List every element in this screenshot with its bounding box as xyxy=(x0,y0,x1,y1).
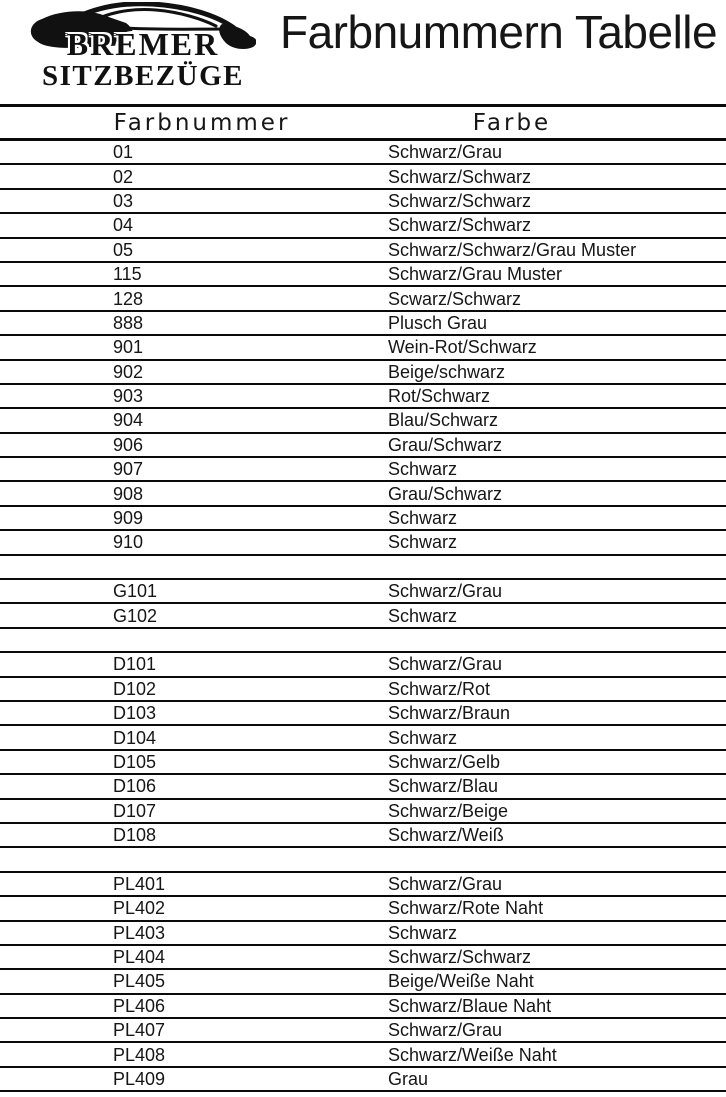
farbnummer-cell: PL403 xyxy=(0,921,370,945)
farbe-cell: Schwarz/Beige xyxy=(370,799,726,823)
farbe-cell xyxy=(370,628,726,652)
farbnummer-cell: 01 xyxy=(0,140,370,165)
farbnummer-cell: 128 xyxy=(0,286,370,310)
farbnummer-cell: 02 xyxy=(0,164,370,188)
farbnummer-cell xyxy=(0,628,370,652)
farbe-cell: Schwarz/Schwarz xyxy=(370,189,726,213)
page-title: Farbnummern Tabelle xyxy=(280,6,718,58)
table-body xyxy=(0,140,726,1092)
table-header-row xyxy=(0,106,726,140)
farbe-cell: Schwarz/Grau xyxy=(370,872,726,896)
farbnummer-cell: 907 xyxy=(0,457,370,481)
farbe-cell: Grau xyxy=(370,1067,726,1091)
table-row xyxy=(0,408,726,432)
farbnummer-cell: G101 xyxy=(0,579,370,603)
farbe-column-header: Farbe xyxy=(370,106,726,140)
farbe-cell: Schwarz/Schwarz xyxy=(370,945,726,969)
farbnummer-cell: D104 xyxy=(0,725,370,749)
farbe-cell: Schwarz/Rot xyxy=(370,677,726,701)
farbe-cell: Schwarz/Gelb xyxy=(370,750,726,774)
table-row xyxy=(0,994,726,1018)
farbnummer-cell: PL409 xyxy=(0,1067,370,1091)
farbe-cell: Schwarz/Braun xyxy=(370,701,726,725)
table-row xyxy=(0,969,726,993)
table-row xyxy=(0,774,726,798)
farbnummer-cell: D107 xyxy=(0,799,370,823)
farbnummer-cell: 03 xyxy=(0,189,370,213)
farbe-cell: Schwarz/Weiß xyxy=(370,823,726,847)
farbe-cell: Beige/schwarz xyxy=(370,360,726,384)
farbnummer-cell: 115 xyxy=(0,262,370,286)
farbe-cell: Schwarz/Blaue Naht xyxy=(370,994,726,1018)
farbnummer-cell: D106 xyxy=(0,774,370,798)
color-number-table xyxy=(0,104,726,1092)
farbe-cell: Beige/Weiße Naht xyxy=(370,969,726,993)
farbe-cell: Schwarz/Schwarz xyxy=(370,164,726,188)
table-row xyxy=(0,799,726,823)
farbe-cell: Schwarz/Grau xyxy=(370,1018,726,1042)
table-row xyxy=(0,506,726,530)
table-row xyxy=(0,335,726,359)
table-row xyxy=(0,140,726,165)
table-row xyxy=(0,1067,726,1091)
farbnummer-cell: PL402 xyxy=(0,896,370,920)
farbe-cell: Scwarz/Schwarz xyxy=(370,286,726,310)
table-row xyxy=(0,725,726,749)
farbnummer-cell: PL406 xyxy=(0,994,370,1018)
farbe-cell: Blau/Schwarz xyxy=(370,408,726,432)
table-row xyxy=(0,677,726,701)
farbe-cell: Grau/Schwarz xyxy=(370,433,726,457)
farbnummer-cell: 908 xyxy=(0,481,370,505)
table-row xyxy=(0,652,726,676)
table-row xyxy=(0,603,726,627)
farbe-cell: Rot/Schwarz xyxy=(370,384,726,408)
table-row xyxy=(0,213,726,237)
spacer-row xyxy=(0,555,726,579)
table-row xyxy=(0,433,726,457)
table-row xyxy=(0,481,726,505)
farbnummer-cell xyxy=(0,555,370,579)
farbe-cell xyxy=(370,847,726,871)
farbe-cell: Schwarz xyxy=(370,725,726,749)
spacer-row xyxy=(0,847,726,871)
table-row xyxy=(0,164,726,188)
table-row xyxy=(0,945,726,969)
table-row xyxy=(0,921,726,945)
farbnummer-cell: PL407 xyxy=(0,1018,370,1042)
table-row xyxy=(0,1042,726,1066)
table-row xyxy=(0,384,726,408)
farbnummer-cell: 910 xyxy=(0,530,370,554)
table-row xyxy=(0,1018,726,1042)
table-row xyxy=(0,189,726,213)
farbe-cell: Schwarz xyxy=(370,506,726,530)
farbe-cell: Schwarz/Grau xyxy=(370,140,726,165)
spacer-row xyxy=(0,628,726,652)
farbnummer-cell: D101 xyxy=(0,652,370,676)
farbe-cell: Schwarz/Grau Muster xyxy=(370,262,726,286)
farbe-cell: Schwarz/Schwarz xyxy=(370,213,726,237)
table-row xyxy=(0,238,726,262)
table-row xyxy=(0,872,726,896)
farbe-cell: Schwarz/Grau xyxy=(370,652,726,676)
table-row xyxy=(0,530,726,554)
farbnummer-cell: D103 xyxy=(0,701,370,725)
table-row xyxy=(0,896,726,920)
brand-logo xyxy=(28,2,258,102)
farbnummer-cell: PL408 xyxy=(0,1042,370,1066)
farbnummer-cell: 04 xyxy=(0,213,370,237)
farbnummer-cell: D105 xyxy=(0,750,370,774)
farbnummer-cell: PL404 xyxy=(0,945,370,969)
table-row xyxy=(0,457,726,481)
farbe-cell: Schwarz/Weiße Naht xyxy=(370,1042,726,1066)
table-row xyxy=(0,579,726,603)
farbnummer-cell: 902 xyxy=(0,360,370,384)
farbnummer-column-header: Farbnummer xyxy=(0,106,370,140)
farbnummer-cell: 05 xyxy=(0,238,370,262)
farbnummer-cell: PL405 xyxy=(0,969,370,993)
farbnummer-cell xyxy=(0,847,370,871)
table-row xyxy=(0,286,726,310)
header xyxy=(0,0,726,104)
brand-name: BREMER xyxy=(66,26,220,62)
farbnummer-cell: G102 xyxy=(0,603,370,627)
farbnummer-cell: 903 xyxy=(0,384,370,408)
table-row xyxy=(0,823,726,847)
table-row xyxy=(0,360,726,384)
farbnummer-cell: 909 xyxy=(0,506,370,530)
table-row xyxy=(0,311,726,335)
table-row xyxy=(0,701,726,725)
farbnummer-cell: PL401 xyxy=(0,872,370,896)
farbe-cell: Schwarz xyxy=(370,457,726,481)
farbe-cell xyxy=(370,555,726,579)
farbe-cell: Grau/Schwarz xyxy=(370,481,726,505)
farbe-cell: Wein-Rot/Schwarz xyxy=(370,335,726,359)
farbe-cell: Schwarz xyxy=(370,921,726,945)
table-row xyxy=(0,262,726,286)
farbe-cell: Schwarz/Grau xyxy=(370,579,726,603)
farbnummer-cell: D108 xyxy=(0,823,370,847)
farbnummer-cell: 904 xyxy=(0,408,370,432)
farbe-cell: Schwarz xyxy=(370,603,726,627)
farbe-cell: Schwarz/Schwarz/Grau Muster xyxy=(370,238,726,262)
farbnummer-cell: 888 xyxy=(0,311,370,335)
brand-subtitle: SITZBEZÜGE xyxy=(42,60,244,92)
farbe-cell: Schwarz/Rote Naht xyxy=(370,896,726,920)
farbnummer-cell: 901 xyxy=(0,335,370,359)
table-row xyxy=(0,750,726,774)
farbnummer-cell: D102 xyxy=(0,677,370,701)
farbe-cell: Schwarz xyxy=(370,530,726,554)
farbe-cell: Schwarz/Blau xyxy=(370,774,726,798)
farbe-cell: Plusch Grau xyxy=(370,311,726,335)
farbnummer-cell: 906 xyxy=(0,433,370,457)
